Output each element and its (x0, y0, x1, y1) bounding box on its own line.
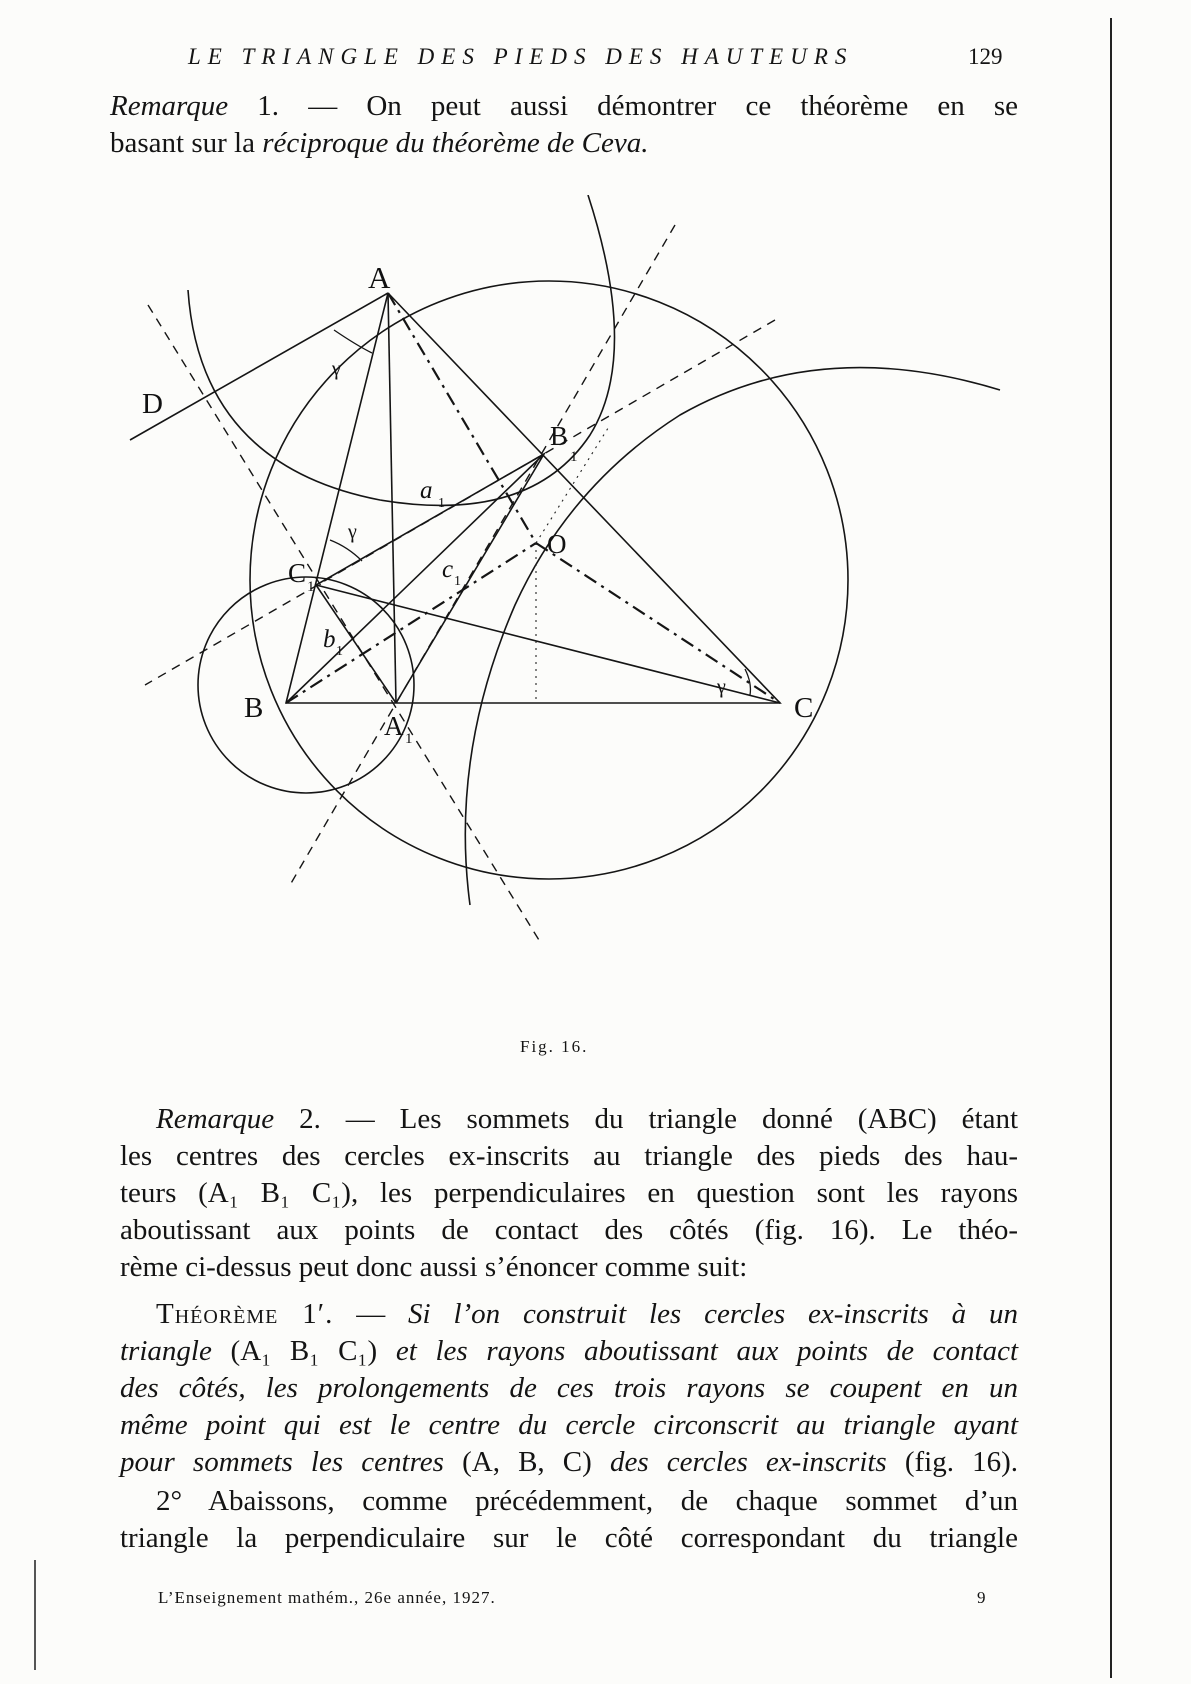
page-number: 129 (968, 44, 1003, 69)
figure-16 (120, 195, 1020, 1030)
remark-2-line3: teurs (A₁ B₁ C₁), les perpendiculaires en question sont les rayons (120, 1177, 1018, 1209)
tangent-line-ad (130, 293, 388, 440)
label-c1-sub: 1 (307, 579, 315, 595)
remark-2-label: Remarque (156, 1103, 275, 1135)
theorem-line3: des côtés, les prolongements de ces trois rayons se coupent en un (120, 1372, 1018, 1404)
theorem-line5-wrap (120, 1444, 1018, 1481)
label-a1-side: a (420, 477, 433, 504)
angle-mark-a (334, 330, 372, 353)
remark-2-line2: les centres des cercles ex-inscrits au triangle des pieds des hau- (120, 1140, 1018, 1172)
remark-1-number: 1. (257, 90, 280, 122)
label-b1-sub: 1 (570, 449, 578, 465)
radius-c-o (536, 543, 780, 703)
section-2-line2-wrap (120, 1520, 1018, 1557)
gamma-c: γ (717, 676, 726, 698)
label-c1-side: c (442, 556, 454, 583)
remark-1-line2 (110, 125, 1018, 162)
label-a: A (368, 260, 391, 295)
theorem-line5c: des cercles ex-inscrits (609, 1446, 887, 1478)
label-a1-sub: 1 (405, 731, 413, 747)
label-b1-side-sub: 1 (336, 644, 343, 659)
label-d: D (142, 388, 163, 420)
theorem-line2a: triangle (120, 1335, 212, 1367)
footer-signature: 9 (977, 1588, 986, 1607)
section-2-line2: triangle la perpendiculaire sur le côté correspondant du triangle (120, 1522, 1018, 1554)
label-a1-side-sub: 1 (438, 496, 445, 511)
page-edge-rule (1110, 18, 1112, 1678)
theorem-line5b: (A, B, C) (462, 1446, 592, 1478)
excircle-b (198, 577, 414, 793)
figure-caption: Fig. 16. (520, 1037, 589, 1056)
bisector-b1 (290, 225, 675, 885)
remark-2-line5-wrap (120, 1249, 1018, 1286)
dotted-helper (536, 425, 610, 543)
remark-2-line4: aboutissant aux points de contact des côtés (fig. 16). Le théo- (120, 1214, 1018, 1246)
theorem-line5a: pour sommets les centres (120, 1446, 444, 1478)
theorem-line1-wrap (120, 1296, 1018, 1333)
remark-1-text-line2: basant sur la (110, 127, 255, 159)
section-2-line1-wrap (120, 1483, 1018, 1520)
footer-source: L’Enseignement mathém., 26e année, 1927. (158, 1588, 496, 1607)
theorem-line2-wrap (120, 1333, 1018, 1370)
theorem-dash: — (356, 1298, 386, 1330)
label-o: O (547, 529, 567, 559)
remark-2-line2-wrap (120, 1138, 1018, 1175)
remark-2-line5: rème ci-dessus peut donc aussi s’énoncer comme suit: (120, 1251, 748, 1283)
remark-1-text-line1: On peut aussi démontrer ce théorème en se (366, 90, 1019, 122)
theorem-line4: même point qui est le centre du cercle circonscrit au triangle ayant (120, 1409, 1018, 1441)
label-c: C (794, 692, 814, 724)
binding-rule (34, 1560, 36, 1670)
remark-1-italic: réciproque du théorème de Ceva. (262, 127, 649, 159)
remark-1-label: Remarque (110, 90, 229, 122)
label-b1: B (550, 421, 569, 451)
remark-2-line4-wrap (120, 1212, 1018, 1249)
theorem-line5d: (fig. 16). (904, 1446, 1019, 1478)
excircle-a-arc (188, 195, 615, 505)
theorem-line2b: (A₁ B₁ C₁) (230, 1335, 378, 1367)
remark-2-number: 2. (299, 1103, 321, 1135)
altitude-a (388, 293, 396, 703)
section-2-line1: 2° Abaissons, comme précédemment, de chaque sommet d’un (156, 1485, 1018, 1517)
label-c1: C (288, 558, 307, 588)
remark-2-line3-wrap (120, 1175, 1018, 1212)
gamma-a: γ (332, 358, 341, 380)
theorem-line1: Si l’on construit les cercles ex-inscrits à un (408, 1298, 1018, 1330)
theorem-line3-wrap (120, 1370, 1018, 1407)
altitude-c (316, 585, 780, 703)
theorem-line2c: et les rayons aboutissant aux points de contact (395, 1335, 1018, 1367)
remark-1-dash: — (308, 90, 338, 122)
theorem-label: Théorème 1′. (156, 1298, 334, 1330)
label-b1-side: b (323, 626, 336, 653)
theorem-line4-wrap (120, 1407, 1018, 1444)
triangle-abc (286, 293, 780, 703)
remark-1-paragraph (110, 88, 1018, 125)
bisector-a1 (148, 305, 542, 945)
gamma-c1: γ (348, 521, 357, 543)
running-title: LE TRIANGLE DES PIEDS DES HAUTEURS (188, 44, 854, 69)
label-a1: A (384, 711, 404, 741)
label-c1-side-sub: 1 (454, 574, 461, 589)
remark-2-line1: — Les sommets du triangle donné (ABC) étant (345, 1103, 1019, 1135)
geometry-diagram (120, 195, 1020, 1025)
angle-mark-c1 (330, 540, 362, 561)
remark-2-paragraph (120, 1101, 1018, 1138)
label-b: B (244, 692, 264, 724)
